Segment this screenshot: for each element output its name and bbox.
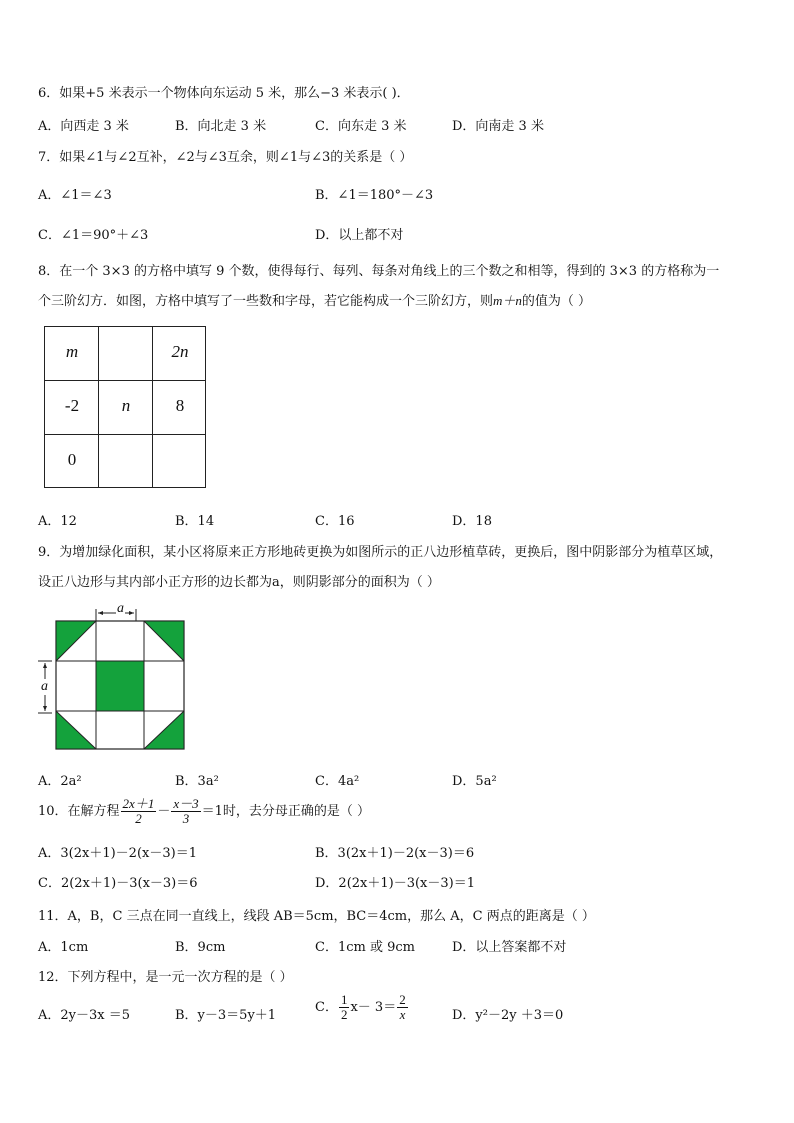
q12-option-c-middle: x－ 3＝ — [350, 1000, 397, 1015]
q11-option-d: D．以上答案都不对 — [452, 940, 567, 955]
q9-option-d: D．5a² — [452, 774, 497, 789]
grid-cell-r2c2: n — [121, 396, 131, 415]
q10-fraction-1-denominator: 2 — [135, 811, 142, 826]
q12-option-c — [315, 993, 409, 1023]
octagon-tile-figure — [36, 603, 188, 753]
q8-stem-line1: 8．在一个 3×3 的方格中填写 9 个数，使得每行、每列、每条对角线上的三个数之和相等，得到的 3×3 的方格称为一 — [38, 264, 720, 279]
q10-fraction-1-numerator: 2x＋1 — [122, 796, 155, 811]
q10-minus: － — [157, 804, 171, 819]
q10-stem-a: 10．在解方程 — [38, 804, 120, 819]
q6-option-d: D．向南走 3 米 — [452, 119, 544, 134]
q12-option-d: D．y²－2y ＋3＝0 — [452, 1008, 564, 1023]
magic-square-grid — [44, 326, 206, 488]
q12-option-c-fraction-2 — [397, 993, 408, 1022]
figure-label-left-a: a — [41, 679, 48, 694]
q9-option-a: A．2a² — [38, 774, 82, 789]
q8-option-d: D．18 — [452, 514, 492, 529]
q8-stem-line2-a: 个三阶幻方．如图，方格中填写了一些数和字母，若它能构成一个三阶幻方，则 — [38, 294, 494, 309]
q7-stem: 7．如果∠1与∠2互补，∠2与∠3互余，则∠1与∠3的关系是（ ） — [38, 150, 413, 165]
q11-option-c: C．1cm 或 9cm — [315, 940, 415, 955]
q8-option-b: B．14 — [175, 514, 215, 529]
q7-option-d: D．以上都不对 — [315, 228, 404, 243]
q10-fraction-2 — [171, 797, 200, 826]
q10-option-c: C．2(2x＋1)－3(x－3)＝6 — [38, 876, 198, 891]
q12-option-a: A．2y－3x ＝5 — [38, 1008, 131, 1023]
figure-label-top-a: a — [117, 601, 124, 616]
q10-option-b: B．3(2x＋1)－2(x－3)＝6 — [315, 846, 475, 861]
q9-stem-line2: 设正八边形与其内部小正方形的边长都为a，则阴影部分的面积为（ ） — [38, 575, 440, 590]
q11-stem: 11．A，B，C 三点在同一直线上，线段 AB＝5cm，BC＝4cm，那么 A，C 两点的距离是（ ） — [38, 909, 595, 924]
grid-cell-r2c3: 8 — [175, 396, 185, 415]
q8-option-c: C．16 — [315, 514, 355, 529]
q12-option-c-fraction-1-denominator: 2 — [340, 1007, 348, 1022]
q10-option-d: D．2(2x＋1)－3(x－3)＝1 — [315, 876, 475, 891]
q10-fraction-1 — [121, 797, 157, 826]
q9-option-b: B．3a² — [175, 774, 219, 789]
q7-option-a: A．∠1＝∠3 — [38, 188, 112, 203]
q10-stem — [38, 797, 370, 827]
q6-option-c: C．向东走 3 米 — [315, 119, 407, 134]
q10-fraction-2-numerator: x－3 — [173, 796, 199, 811]
q12-option-c-fraction-2-numerator: 2 — [399, 992, 406, 1007]
q8-stem-line2-b: 的值为（ ） — [521, 294, 592, 309]
q8-stem-line2 — [38, 290, 591, 309]
q11-option-b: B．9cm — [175, 940, 226, 955]
q12-option-b: B．y－3＝5y＋1 — [175, 1008, 277, 1023]
q9-option-c: C．4a² — [315, 774, 360, 789]
q6-option-b: B．向北走 3 米 — [175, 119, 267, 134]
grid-cell-r1c3: 2n — [171, 342, 189, 361]
q8-expression: m＋n — [493, 293, 522, 308]
grid-cell-r1c1: m — [65, 342, 79, 361]
q6-option-a: A．向西走 3 米 — [38, 119, 129, 134]
q12-option-c-fraction-1-numerator: 1 — [340, 992, 348, 1007]
q6-stem: 6．如果+5 米表示一个物体向东运动 5 米，那么−3 米表示( )． — [38, 86, 410, 101]
q7-option-b: B．∠1＝180°－∠3 — [315, 188, 434, 203]
q10-fraction-2-denominator: 3 — [182, 811, 190, 826]
q10-option-a: A．3(2x＋1)－2(x－3)＝1 — [38, 846, 197, 861]
q7-option-c: C．∠1＝90°＋∠3 — [38, 228, 149, 243]
q10-stem-b: ＝1时，去分母正确的是（ ） — [201, 804, 371, 819]
q9-stem-line1: 9．为增加绿化面积，某小区将原来正方形地砖更换为如图所示的正八边形植草砖，更换后，图中阴影部分为植草区域， — [38, 545, 723, 560]
q12-stem: 12．下列方程中，是一元一次方程的是（ ） — [38, 970, 293, 985]
q11-option-a: A．1cm — [38, 940, 89, 955]
q8-option-a: A．12 — [38, 514, 77, 529]
grid-cell-r2c1: -2 — [64, 396, 80, 415]
q12-option-c-fraction-1 — [339, 993, 350, 1022]
grid-cell-r3c1: 0 — [67, 450, 77, 469]
q12-option-c-fraction-2-denominator: x — [399, 1007, 406, 1022]
q12-option-c-label: C． — [315, 1000, 338, 1015]
